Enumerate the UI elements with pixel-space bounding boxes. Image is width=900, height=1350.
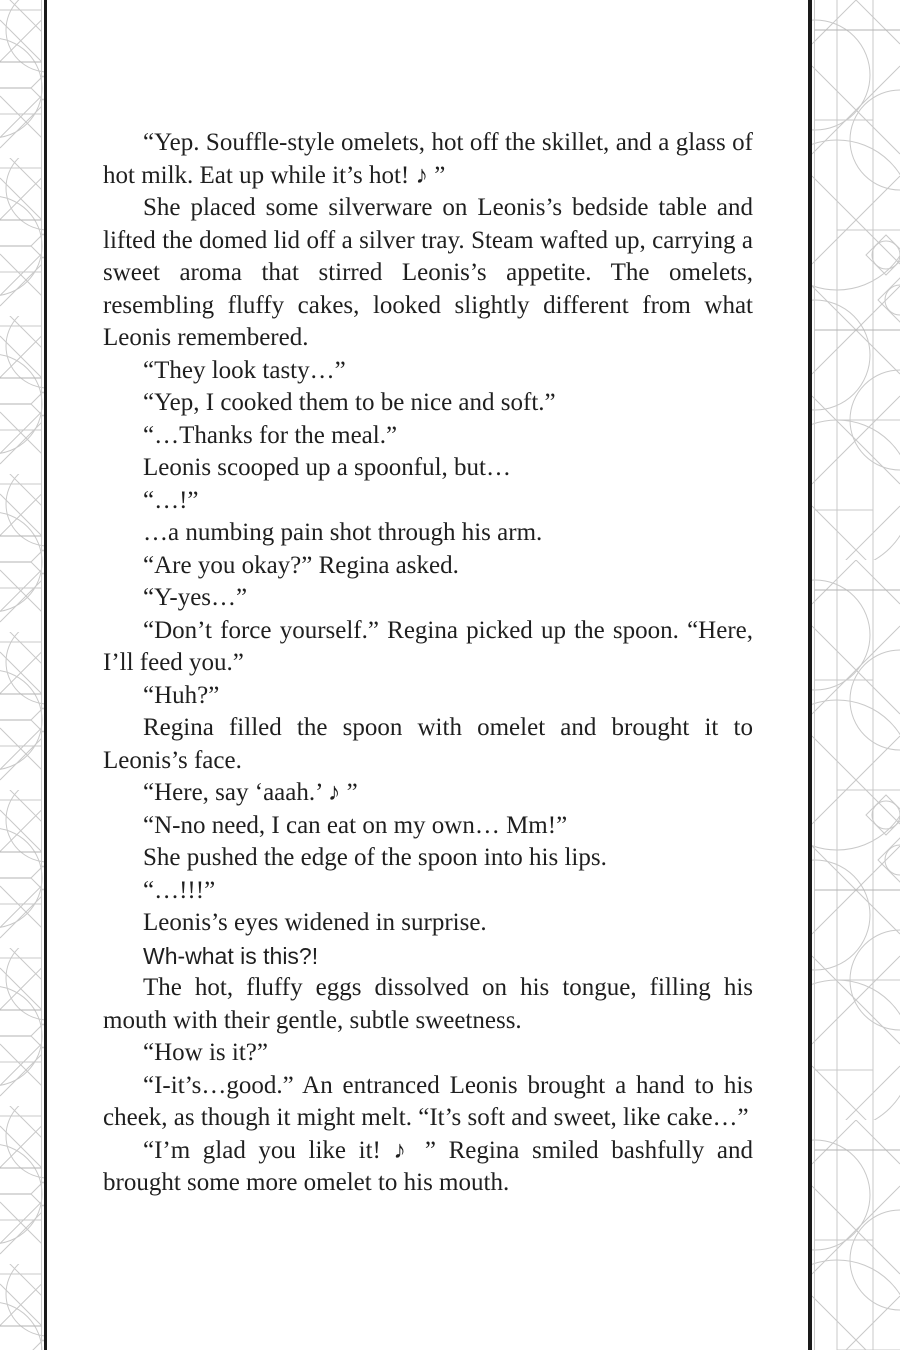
left-rule: [44, 0, 47, 1350]
paragraph: “Yep, I cooked them to be nice and soft.”: [143, 389, 556, 416]
paragraph: She placed some silverware on Leonis’s bedside table and lifted the domed lid off a silver tray. Steam wafted up, carrying a sweet aroma that stirred Leonis’s appetite. The omelets, resembling fluffy cakes, looked slightly different from what Leonis remembered.: [103, 194, 753, 351]
paragraph: The hot, fluffy eggs dissolved on his tongue, filling his mouth with their gentle, subtle sweetness.: [103, 974, 753, 1034]
paragraph: “How is it?”: [143, 1039, 268, 1066]
page-text: [103, 127, 753, 1200]
paragraph: “N-no need, I can eat on my own… Mm!”: [143, 811, 568, 839]
paragraph: Leonis scooped up a spoonful, but…: [143, 454, 512, 481]
paragraph: “Are you okay?” Regina asked.: [143, 551, 459, 579]
paragraph: Regina filled the spoon with omelet and brought it to Leonis’s face.: [103, 714, 753, 774]
paragraph: “…!”: [143, 486, 199, 514]
paragraph: “…!!!”: [143, 876, 216, 904]
paragraph: “Y-yes…”: [143, 584, 248, 611]
paragraph: “Don’t force yourself.” Regina picked up the spoon. “Here, I’ll feed you.”: [103, 616, 753, 676]
left-border-ornament: [0, 0, 44, 1350]
paragraph: “…Thanks for the meal.”: [143, 421, 398, 449]
paragraph: Leonis’s eyes widened in surprise.: [143, 909, 487, 936]
paragraph: “They look tasty…”: [143, 356, 346, 384]
paragraph-inner-thought: Wh-what is this?!: [143, 942, 319, 969]
paragraph: “I-it’s…good.” An entranced Leonis brought a hand to his cheek, as though it might melt. “It’s soft and sweet, like cake…”: [103, 1071, 753, 1131]
paragraph: “Huh?”: [143, 681, 220, 709]
right-ornament-pattern-fill: [812, 0, 900, 1350]
paragraph: “Here, say ‘aaah.’ ♪ ”: [143, 779, 358, 806]
paragraph: She pushed the edge of the spoon into his lips.: [143, 844, 607, 871]
left-ornament-pattern-fill: [0, 0, 44, 1350]
paragraph: “I’m glad you like it! ♪ ” Regina smiled bashfully and brought some more omelet to his mouth.: [103, 1136, 753, 1196]
right-border-ornament: [812, 0, 900, 1350]
paragraph: …a numbing pain shot through his arm.: [143, 519, 543, 546]
paragraph: “Yep. Souffle-style omelets, hot off the skillet, and a glass of hot milk. Eat up while it’s hot! ♪ ”: [103, 129, 753, 189]
